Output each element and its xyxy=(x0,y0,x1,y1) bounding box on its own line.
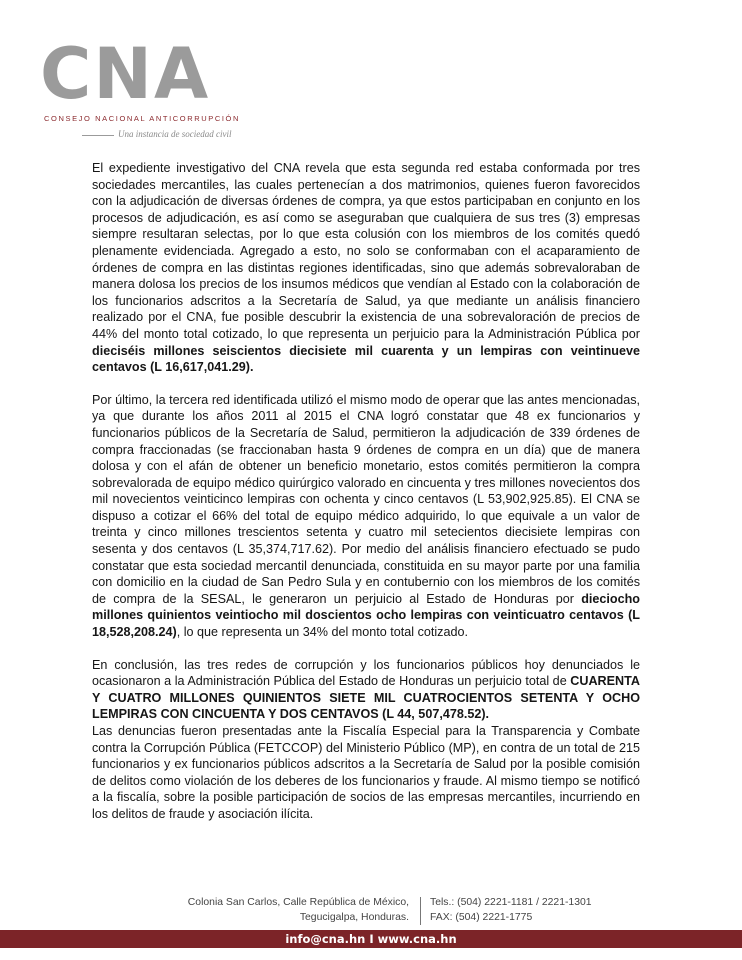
paragraph-text: Por último, la tercera red identificada utilizó el mismo modo de operar que las antes mencionadas, ya que durante los años 2011 al 2015 el CNA logró constatar que 48 ex funcionarios y funcionarios públicos de la Secretaría de Salud, permitieron la adjudicación de 339 órdenes de compra fraccionadas (se fraccionaban hasta 9 órdenes de compra en un día) que de manera dolosa y con el afán de obtener un beneficio monetario, estos comités permitieron la compra sobrevalorada de equipo médico quirúrgico valorado en cincuenta y tres millones novecientos dos mil novecientos veinticinco lempiras con ochenta y cinco centavos (L 53,902,925.85). El CNA se dispuso a cotizar el 66% del total de equipo médico adquirido, lo que equivale a un valor de treinta y cinco millones trescientos setenta y cuatro mil setecientos diecisiete lempiras con sesenta y dos centavos (L 35,374,717.62). Por medio del análisis financiero efectuado se pudo constatar que esta sociedad mercantil denunciada, constituida en su mayor parte por una familia con domicilio en la ciudad de San Pedro Sula y en contubernio con los miembros de los comités de compra de la SESAL, le generaron un perjuicio al Estado de Honduras por xyxy=(92,392,640,606)
paragraph-complaints: Las denuncias fueron presentadas ante la Fiscalía Especial para la Transparencia y Combate contra la Corrupción Pública (FETCCOP) del Ministerio Público (MP), en contra de un total de 215 funcionarios y ex funcionarios públicos adscritos a la Secretaría de Salud por la posible comisión de delitos como violación de los deberes de los funcionarios y fraude. Al mismo tiempo se notificó a la fiscalía, sobre la posible participación de socios de las empresas mercantiles, incurriendo en los delitos de fraude y asociación ilícita. xyxy=(92,724,640,821)
phone-numbers: Tels.: (504) 2221-1181 / 2221-1301 xyxy=(430,897,592,908)
paragraph-text-after: , lo que representa un 34% del monto total cotizado. xyxy=(176,625,468,640)
footer-phones xyxy=(430,895,592,925)
paragraph-bold-amount: dieciséis millones seiscientos diecisiete mil cuarenta y un lempiras con veintinueve centavos (L 16,617,041.29). xyxy=(92,343,640,375)
paragraph-bold-amount: dieciocho millones quinientos veintiocho mil doscientos ocho lempiras con veinticuatro centavos (L 18,528,208.24) xyxy=(92,591,640,640)
paragraph-conclusion xyxy=(92,657,640,723)
logo-subtitle: CONSEJO NACIONAL ANTICORRUPCIÓN xyxy=(44,114,241,123)
cna-logo xyxy=(40,34,260,144)
footer-divider xyxy=(420,897,421,925)
paragraph-second-network xyxy=(92,160,640,376)
logo-wordmark: CNA xyxy=(40,33,211,115)
logo-tagline xyxy=(40,129,260,141)
paragraph-bold-total: CUARENTA Y CUATRO MILLONES QUINIENTOS SIETE MIL CUATROCIENTOS SETENTA Y OCHO LEMPIRAS CON CINCUENTA Y DOS CENTAVOS (L 44, 507,478.52). xyxy=(92,674,640,722)
footer-email-web: info@cna.hn I www.cna.hn xyxy=(285,932,457,946)
logo-tagline-text: Una instancia de sociedad civil xyxy=(118,129,232,139)
footer-address xyxy=(188,895,409,925)
document-body xyxy=(92,160,640,823)
paragraph-third-network xyxy=(92,392,640,641)
address-line-2: Tegucigalpa, Honduras. xyxy=(299,912,409,923)
logo-tagline-rule xyxy=(82,135,114,136)
paragraph-text: En conclusión, las tres redes de corrupción y los funcionarios públicos hoy denunciados le ocasionaron a la Administración Pública del Estado de Honduras un perjuicio total de xyxy=(92,657,640,689)
address-line-1: Colonia San Carlos, Calle República de México, xyxy=(187,897,409,908)
footer-contact xyxy=(0,895,742,927)
footer-web-bar xyxy=(0,930,742,948)
paragraph-text: El expediente investigativo del CNA revela que esta segunda red estaba conformada por tres sociedades mercantiles, las cuales pertenecían a dos matrimonios, quienes fueron favorecidos con la adjudicación de diversas órdenes de compra, ya que estos participaban en conjunto en los procesos de adjudicación, es así como se aseguraban que cualquiera de sus tres (3) empresas siempre resultaran selectas, por lo que esta colusión con los miembros de los comités quedó plenamente evidenciada. Agregado a esto, no solo se conformaban con el acaparamiento de órdenes de compra en las distintas regiones identificadas, sino que además sobrevaloraban de manera dolosa los precios de los insumos médicos que vendían al Estado con la colaboración de los funcionarios adscritos a la Secretaría de Salud, ya que mediante un análisis financiero realizado por el CNA, fue posible descubrir la existencia de una sobrevaloración de precios de 44% del monto total cotizado, lo que representa un perjuicio para la Administración Pública por xyxy=(92,161,640,341)
fax-number: FAX: (504) 2221-1775 xyxy=(430,912,533,923)
